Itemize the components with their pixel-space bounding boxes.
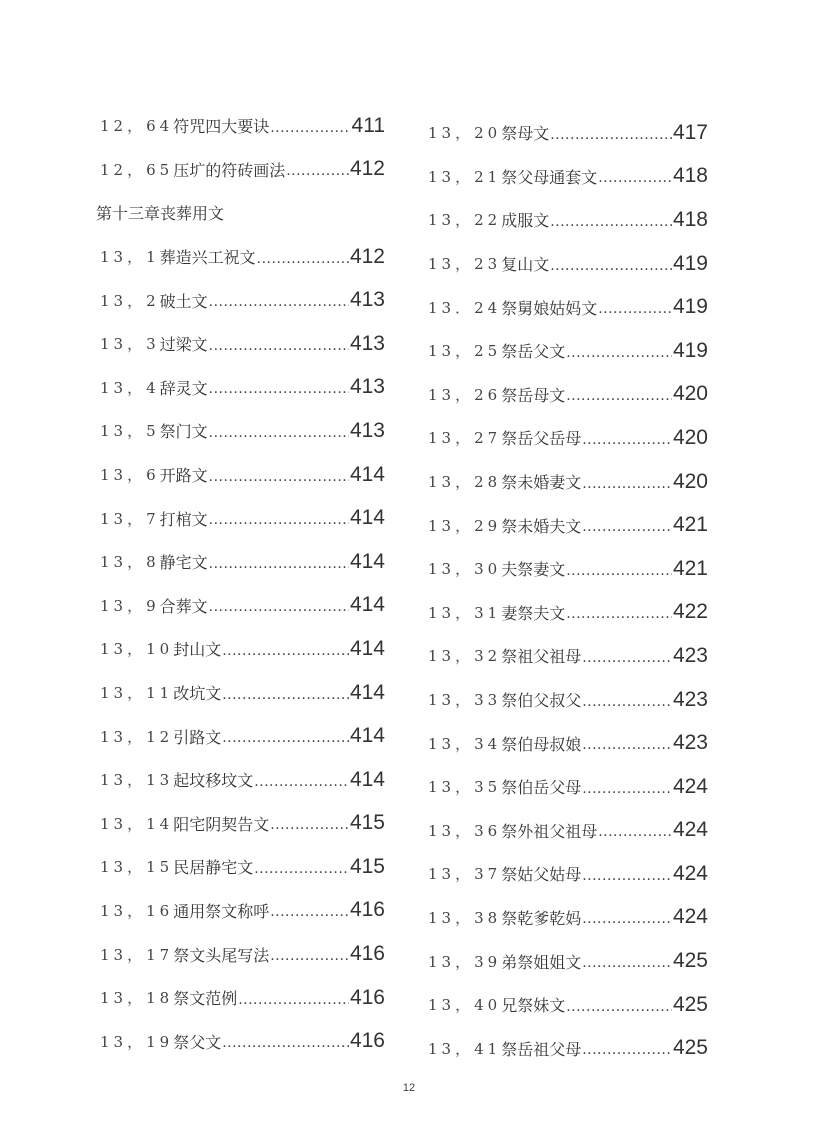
entry-page: 413 xyxy=(349,418,385,442)
entry-title: 引路文 xyxy=(173,727,222,747)
entry-number: 13，15 xyxy=(100,858,174,877)
toc-entry xyxy=(428,809,708,853)
toc-left-column xyxy=(96,104,385,1063)
toc-entry xyxy=(428,285,708,329)
dot-leader xyxy=(238,992,349,1008)
entry-title: 祭文头尾写法 xyxy=(173,945,270,965)
entry-page: 414 xyxy=(349,636,385,660)
toc-entry xyxy=(428,591,708,635)
dot-leader xyxy=(286,163,349,179)
entry-title: 起坟移坟文 xyxy=(173,771,254,791)
entry-page: 417 xyxy=(672,120,708,144)
entry-number: 13，36 xyxy=(428,821,502,840)
entry-page: 413 xyxy=(349,288,385,312)
page-number: 12 xyxy=(402,1082,416,1094)
toc-entry xyxy=(428,503,708,547)
entry-number: 13，4 xyxy=(100,378,160,397)
entry-title: 祭门文 xyxy=(159,422,208,442)
entry-title: 祭父母通套文 xyxy=(501,167,598,187)
dot-leader xyxy=(209,599,349,615)
entry-number: 13，22 xyxy=(428,211,502,230)
entry-page: 425 xyxy=(672,1036,708,1060)
dot-leader xyxy=(209,338,349,354)
entry-number: 13，29 xyxy=(428,516,502,535)
toc-entry xyxy=(428,1026,708,1070)
entry-title: 祭伯母叔娘 xyxy=(501,734,582,754)
entry-number: 13，5 xyxy=(100,422,160,441)
toc-entry xyxy=(100,496,385,540)
entry-page: 412 xyxy=(349,244,385,268)
entry-number: 13，33 xyxy=(428,691,502,710)
entry-title: 符咒四大要诀 xyxy=(173,117,270,137)
entry-number: 13，41 xyxy=(428,1039,502,1058)
entry-number: 12，65 xyxy=(100,160,174,179)
entry-page: 416 xyxy=(349,898,385,922)
dot-leader xyxy=(598,170,672,186)
entry-page: 419 xyxy=(672,295,708,319)
toc-entry xyxy=(100,148,385,192)
entry-title: 封山文 xyxy=(173,640,222,660)
toc-entry xyxy=(100,366,385,410)
toc-entry xyxy=(100,976,385,1020)
entry-title: 祭文范例 xyxy=(173,989,238,1009)
entry-title: 兄祭妹文 xyxy=(501,996,566,1016)
entry-page: 416 xyxy=(349,1029,385,1053)
toc-entry xyxy=(428,896,708,940)
toc-entry xyxy=(100,409,385,453)
entry-number: 13，40 xyxy=(428,996,502,1015)
entry-number: 13，31 xyxy=(428,603,502,622)
dot-leader xyxy=(209,469,349,485)
entry-title: 开路文 xyxy=(159,466,208,486)
entry-title: 妻祭夫文 xyxy=(501,603,566,623)
toc-entry xyxy=(428,765,708,809)
entry-number: 13，6 xyxy=(100,466,160,485)
toc-entry xyxy=(100,584,385,628)
entry-title: 祭未婚妻文 xyxy=(501,473,582,493)
entry-number: 13，26 xyxy=(428,385,502,404)
toc-entry xyxy=(428,852,708,896)
dot-leader xyxy=(550,127,672,143)
entry-title: 祭母文 xyxy=(501,124,550,144)
entry-page: 414 xyxy=(349,767,385,791)
dot-leader xyxy=(209,294,349,310)
toc-entry xyxy=(100,1019,385,1063)
dot-leader xyxy=(582,737,672,753)
entry-page: 419 xyxy=(672,251,708,275)
entry-number: 13，2 xyxy=(100,291,160,310)
entry-number: 13．24 xyxy=(428,298,502,317)
entry-number: 13，19 xyxy=(100,1032,174,1051)
entry-page: 425 xyxy=(672,992,708,1016)
toc-entry xyxy=(428,634,708,678)
entry-title: 祭岳母文 xyxy=(501,385,566,405)
toc-entry xyxy=(100,104,385,148)
toc-entry xyxy=(428,198,708,242)
entry-title: 夫祭妻文 xyxy=(501,560,566,580)
entry-page: 420 xyxy=(672,469,708,493)
toc-entry xyxy=(100,453,385,497)
entry-number: 13，21 xyxy=(428,167,502,186)
entry-number: 13，28 xyxy=(428,473,502,492)
entry-title: 祭舅娘姑妈文 xyxy=(501,298,598,318)
entry-number: 13，17 xyxy=(100,945,174,964)
entry-title: 祭祖父祖母 xyxy=(501,647,582,667)
dot-leader xyxy=(209,381,349,397)
entry-title: 合葬文 xyxy=(159,596,208,616)
dot-leader xyxy=(582,519,672,535)
entry-title: 复山文 xyxy=(501,255,550,275)
entry-number: 13，13 xyxy=(100,771,174,790)
dot-leader xyxy=(582,781,672,797)
dot-leader xyxy=(582,911,672,927)
entry-number: 13，12 xyxy=(100,727,174,746)
chapter-heading-row xyxy=(96,191,385,235)
entry-number: 13，30 xyxy=(428,560,502,579)
entry-title: 祭外祖父祖母 xyxy=(501,821,598,841)
toc-entry xyxy=(428,242,708,286)
entry-page: 421 xyxy=(672,556,708,580)
entry-number: 13，27 xyxy=(428,429,502,448)
entry-title: 祭乾爹乾妈 xyxy=(501,908,582,928)
entry-number: 13，18 xyxy=(100,989,174,1008)
entry-title: 阳宅阴契告文 xyxy=(173,814,270,834)
entry-page: 414 xyxy=(349,724,385,748)
toc-entry xyxy=(428,329,708,373)
entry-page: 414 xyxy=(349,549,385,573)
entry-title: 通用祭文称呼 xyxy=(173,901,270,921)
dot-leader xyxy=(582,694,672,710)
entry-number: 13，34 xyxy=(428,734,502,753)
entry-title: 祭伯父叔父 xyxy=(501,691,582,711)
entry-title: 祭岳父岳母 xyxy=(501,429,582,449)
entry-page: 424 xyxy=(672,861,708,885)
toc-entry xyxy=(100,714,385,758)
entry-number: 13，23 xyxy=(428,255,502,274)
entry-page: 413 xyxy=(349,331,385,355)
entry-page: 416 xyxy=(349,985,385,1009)
entry-page: 414 xyxy=(349,462,385,486)
entry-title: 成服文 xyxy=(501,211,550,231)
entry-number: 13，37 xyxy=(428,865,502,884)
dot-leader xyxy=(550,258,672,274)
entry-page: 423 xyxy=(672,731,708,755)
toc-entry xyxy=(100,278,385,322)
entry-number: 13，32 xyxy=(428,647,502,666)
toc-entry xyxy=(100,627,385,671)
entry-title: 祭岳父文 xyxy=(501,342,566,362)
entry-title: 弟祭姐姐文 xyxy=(501,952,582,972)
entry-page: 415 xyxy=(349,854,385,878)
chapter-heading: 第十三章丧葬用文 xyxy=(96,204,225,224)
entry-number: 13，9 xyxy=(100,596,160,615)
entry-title: 祭未婚夫文 xyxy=(501,516,582,536)
dot-leader xyxy=(566,388,672,404)
dot-leader xyxy=(222,687,349,703)
entry-page: 414 xyxy=(349,506,385,530)
toc-right-column xyxy=(428,111,708,1070)
dot-leader xyxy=(254,774,349,790)
dot-leader xyxy=(222,730,349,746)
entry-page: 411 xyxy=(351,113,385,137)
entry-number: 13，25 xyxy=(428,342,502,361)
dot-leader xyxy=(222,643,349,659)
entry-title: 过梁文 xyxy=(159,335,208,355)
entry-page: 424 xyxy=(672,905,708,929)
dot-leader xyxy=(598,824,672,840)
toc-entry xyxy=(100,235,385,279)
dot-leader xyxy=(582,868,672,884)
entry-title: 打棺文 xyxy=(159,509,208,529)
entry-number: 12，64 xyxy=(100,117,174,136)
dot-leader xyxy=(254,861,349,877)
entry-title: 祭父文 xyxy=(173,1032,222,1052)
dot-leader xyxy=(257,251,349,267)
entry-number: 13，38 xyxy=(428,908,502,927)
toc-entry xyxy=(428,460,708,504)
dot-leader xyxy=(209,512,349,528)
toc-entry xyxy=(428,155,708,199)
toc-entry xyxy=(428,983,708,1027)
entry-page: 413 xyxy=(349,375,385,399)
dot-leader xyxy=(270,904,349,920)
entry-page: 420 xyxy=(672,382,708,406)
entry-page: 418 xyxy=(672,164,708,188)
entry-number: 13，3 xyxy=(100,335,160,354)
entry-title: 祭岳祖父母 xyxy=(501,1039,582,1059)
dot-leader xyxy=(209,556,349,572)
dot-leader xyxy=(270,948,349,964)
dot-leader xyxy=(582,476,672,492)
entry-title: 民居静宅文 xyxy=(173,858,254,878)
dot-leader xyxy=(566,606,672,622)
dot-leader xyxy=(550,214,672,230)
entry-number: 13，35 xyxy=(428,778,502,797)
entry-number: 13，7 xyxy=(100,509,160,528)
dot-leader xyxy=(270,120,350,136)
dot-leader xyxy=(270,817,349,833)
toc-entry xyxy=(428,416,708,460)
toc-entry xyxy=(100,932,385,976)
dot-leader xyxy=(222,1035,349,1051)
entry-page: 414 xyxy=(349,593,385,617)
toc-entry xyxy=(100,845,385,889)
entry-page: 423 xyxy=(672,643,708,667)
entry-number: 13，39 xyxy=(428,952,502,971)
entry-page: 424 xyxy=(672,818,708,842)
entry-page: 421 xyxy=(672,513,708,537)
entry-page: 424 xyxy=(672,774,708,798)
entry-title: 辞灵文 xyxy=(159,378,208,398)
toc-entry xyxy=(100,758,385,802)
dot-leader xyxy=(209,425,349,441)
entry-page: 423 xyxy=(672,687,708,711)
dot-leader xyxy=(566,999,672,1015)
dot-leader xyxy=(598,301,672,317)
toc-entry xyxy=(100,540,385,584)
entry-title: 静宅文 xyxy=(159,553,208,573)
entry-page: 412 xyxy=(349,157,385,181)
entry-page: 422 xyxy=(672,600,708,624)
entry-page: 425 xyxy=(672,949,708,973)
toc-entry xyxy=(428,111,708,155)
toc-entry xyxy=(428,678,708,722)
entry-number: 13，1 xyxy=(100,248,160,267)
entry-number: 13，8 xyxy=(100,553,160,572)
toc-entry xyxy=(100,889,385,933)
entry-page: 420 xyxy=(672,425,708,449)
entry-page: 416 xyxy=(349,942,385,966)
dot-leader xyxy=(566,345,672,361)
entry-title: 祭伯岳父母 xyxy=(501,778,582,798)
toc-entry xyxy=(428,939,708,983)
toc-entry xyxy=(428,373,708,417)
entry-number: 13，14 xyxy=(100,814,174,833)
entry-title: 改坑文 xyxy=(173,684,222,704)
toc-entry xyxy=(100,671,385,715)
entry-title: 祭姑父姑母 xyxy=(501,865,582,885)
entry-page: 419 xyxy=(672,338,708,362)
dot-leader xyxy=(582,432,672,448)
dot-leader xyxy=(582,1042,672,1058)
entry-page: 414 xyxy=(349,680,385,704)
entry-title: 葬造兴工祝文 xyxy=(159,248,256,268)
entry-number: 13，10 xyxy=(100,640,174,659)
dot-leader xyxy=(566,563,672,579)
dot-leader xyxy=(582,955,672,971)
dot-leader xyxy=(582,650,672,666)
entry-number: 13，16 xyxy=(100,901,174,920)
entry-title: 压圹的符砖画法 xyxy=(173,160,286,180)
entry-number: 13，11 xyxy=(100,684,174,703)
toc-entry xyxy=(100,322,385,366)
entry-page: 418 xyxy=(672,207,708,231)
entry-page: 415 xyxy=(349,811,385,835)
entry-title: 破土文 xyxy=(159,291,208,311)
entry-number: 13，20 xyxy=(428,124,502,143)
toc-entry xyxy=(100,802,385,846)
toc-entry xyxy=(428,721,708,765)
toc-entry xyxy=(428,547,708,591)
